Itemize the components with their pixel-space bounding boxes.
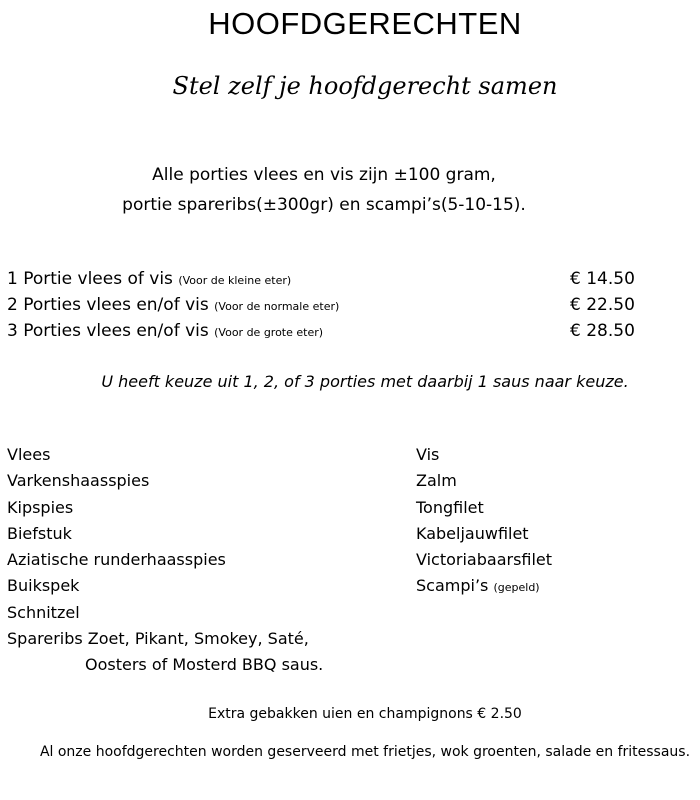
meat-item: Aziatische runderhaasspies — [7, 550, 226, 570]
portion-note: (Voor de grote eter) — [214, 326, 324, 339]
meat-item: Kipspies — [7, 497, 74, 517]
meat-column — [7, 442, 397, 679]
portion-label: 1 Portie vlees of vis (Voor de kleine eter) — [7, 269, 292, 289]
page-title: HOOFDGERECHTEN — [208, 6, 522, 41]
footer-note: Al onze hoofdgerechten worden geserveerd met frietjes, wok groenten, salade en fritessaus. — [39, 744, 691, 760]
portion-price: € 22.50 — [570, 295, 635, 315]
fish-column — [416, 442, 686, 602]
portion-price-list — [7, 266, 687, 344]
portion-row-1 — [7, 266, 687, 292]
intro-line-2: portie spareribs(±300gr) en scampi’s(5-10-15). — [122, 195, 526, 215]
fish-item: Zalm — [416, 471, 457, 491]
fish-item-scampi: Scampi’s (gepeld) — [416, 576, 540, 596]
page-subtitle: Stel zelf je hoofdgerecht samen — [172, 72, 558, 100]
meat-item: Schnitzel — [7, 602, 80, 622]
portion-note: (Voor de normale eter) — [214, 300, 340, 313]
intro-line-1: Alle porties vlees en vis zijn ±100 gram, — [152, 165, 496, 185]
meat-heading: Vlees — [7, 445, 51, 464]
portion-row-2 — [7, 292, 687, 318]
fish-heading: Vis — [416, 445, 440, 464]
portion-label: 2 Porties vlees en/of vis (Voor de normale eter) — [7, 295, 340, 315]
portion-note: (Voor de kleine eter) — [178, 274, 292, 287]
fish-item: Victoriabaarsfilet — [416, 550, 553, 570]
meat-item: Buikspek — [7, 576, 80, 596]
fish-item-note: (gepeld) — [493, 581, 540, 595]
meat-item-continuation: Oosters of Mosterd BBQ saus. — [85, 655, 324, 675]
meat-item: Varkenshaasspies — [7, 471, 150, 491]
extra-option: Extra gebakken uien en champignons € 2.50 — [208, 706, 522, 722]
meat-item: Spareribs Zoet, Pikant, Smokey, Saté, — [7, 629, 309, 649]
fish-item: Tongfilet — [416, 497, 484, 517]
portion-price: € 14.50 — [570, 269, 635, 289]
portion-price: € 28.50 — [570, 321, 635, 341]
portion-label: 3 Porties vlees en/of vis (Voor de grote eter) — [7, 321, 324, 341]
intro-text — [0, 160, 648, 220]
meat-item: Biefstuk — [7, 523, 72, 543]
choice-note: U heeft keuze uit 1, 2, of 3 porties met daarbij 1 saus naar keuze. — [101, 372, 629, 391]
fish-item: Kabeljauwfilet — [416, 523, 529, 543]
portion-row-3 — [7, 318, 687, 344]
